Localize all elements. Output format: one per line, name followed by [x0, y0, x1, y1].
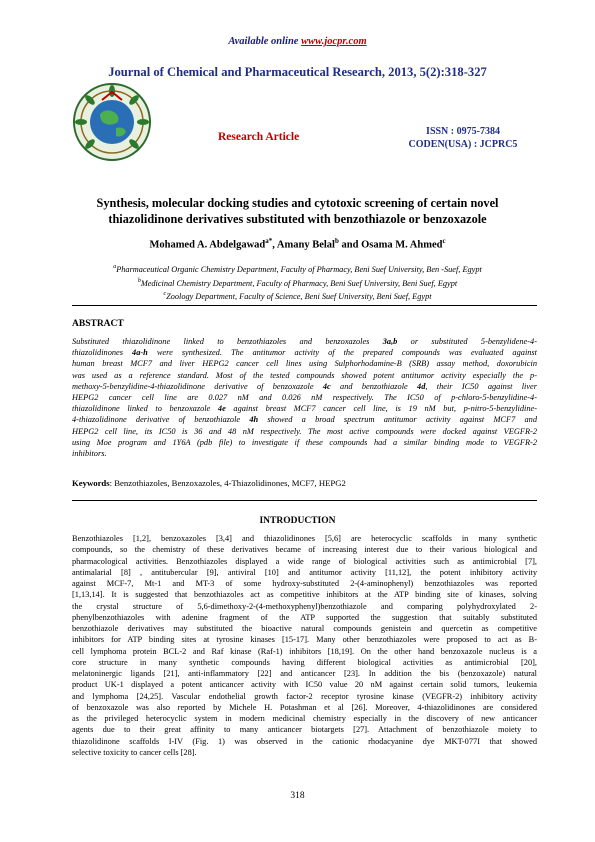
affiliation-line — [0, 262, 595, 276]
abstract-text: showed a broad spectrum antitumor activity against MCF7 and — [258, 415, 537, 425]
affiliation-mark: c — [163, 291, 167, 298]
compound-label: 3a,b — [382, 337, 398, 346]
introduction-line: agents due to their great affinity to many anticancer biotargets [27]. Attachment of benzothiazole moiety to — [72, 725, 537, 735]
abstract-text: inhibitors. — [72, 449, 107, 459]
author-affiliation-mark: c — [442, 237, 446, 245]
abstract-line — [72, 414, 537, 425]
author-name: Osama M. Ahmed — [361, 239, 443, 251]
introduction-line: as the privileged heterocyclic system in modern medicinal chemistry especially in the discovery of new anticancer — [72, 714, 537, 723]
affiliation-text: Zoology Department, Faculty of Science, Beni Suef University, Beni Suef, Egypt — [166, 291, 432, 301]
keywords — [72, 478, 537, 488]
abstract-line — [72, 358, 537, 369]
introduction-line: phenylbenzothiazoles with adenine fragment of the ATP supported the suggestion that suitably substituted — [72, 612, 537, 622]
title-line-2: thiazolidinone derivatives substituted with benzothiazole or benzoxazole — [108, 211, 487, 226]
abstract-text: against breast MCF7 cancer cell line, is 19 nM but, p-nitro-5-benzylidine- — [225, 404, 537, 414]
abstract-line — [72, 381, 537, 392]
introduction-line: product UK-1 displayed a potent anticancer activity with IC50 value 20 nM against certain solid tumors, leukemia — [72, 680, 537, 690]
compound-label: 4c — [322, 381, 331, 391]
abstract-text: 4-thiazolidinone derivative of benzothiazole — [72, 415, 250, 425]
abstract-text: thiazolidinone linked to benzoxazole — [72, 404, 218, 414]
author-affiliation-mark: a* — [265, 237, 273, 245]
keywords-text: : Benzothiazoles, Benzoxazoles, 4-Thiazolidinones, MCF7, HEPG2 — [109, 478, 346, 488]
abstract-text: HEPG2 cell line, its IC50 is 36 and 48 nM respectively. The most active compounds were docked against VEGFR-2 — [72, 426, 537, 436]
author-name: Amany Belal — [276, 239, 335, 251]
introduction-line: benzothiazole derivatives may substituted the bioactive natural compounds genistein and quercetin as competitive — [72, 624, 537, 633]
introduction-line: cell lymphoma protein BCL-2 and Raf kinase (Raf-1) inhibitors [18,19]. On the other hand benzoxazole nucleus is a — [72, 646, 537, 656]
issn: ISSN : 0975-7384 — [426, 126, 500, 137]
introduction-body — [72, 533, 537, 758]
affiliation-mark: a — [113, 264, 117, 270]
abstract-text: and benzothiazole — [330, 381, 418, 391]
abstract-line — [72, 448, 537, 459]
introduction-line: melatoninergic ligands [21], anti-inflammatory [22] and anticancer [23]. In addition the bis (benzoxazole) natural — [72, 669, 537, 678]
author-separator: , — [272, 239, 277, 251]
affiliation-line — [0, 289, 595, 303]
page-number: 318 — [290, 791, 305, 801]
affiliation-mark: b — [137, 277, 141, 284]
abstract-line — [72, 370, 537, 381]
compound-label: 4a-h — [132, 348, 148, 358]
affiliation-text: Medicinal Chemistry Department, Faculty of Pharmacy, Beni Suef University, Beni Suef, Egypt — [140, 278, 458, 288]
introduction-heading: INTRODUCTION — [259, 516, 336, 526]
issn-coden-block — [388, 126, 538, 151]
abstract-text: , their IC50 against liver — [425, 381, 537, 391]
abstract-heading: ABSTRACT — [72, 319, 124, 329]
abstract-line — [72, 336, 537, 347]
affiliation-text: Pharmaceutical Organic Chemistry Department, Faculty of Pharmacy, Beni Suef University, Ben -Suef, Egypt — [116, 264, 482, 274]
introduction-line: inhibitors for ATP binding sites at tyrosine kinases [15-17]. Many other benzothiazoles were proposed to act as B- — [72, 635, 537, 645]
abstract-text: HEPG2 cancer cell line are 0.027 nM and 0.026 nM respectively. The IC50 of p-chloro-5-benzylidine-4- — [72, 393, 537, 403]
compound-label: 4d — [417, 381, 426, 391]
introduction-line: Benzothiazoles [1,2], benzoxazoles [3,4] and thiazolidinones [5,6] are heterocyclic scaffolds in many synthetic — [72, 534, 537, 543]
author-separator: and — [338, 239, 362, 251]
author-name: Mohamed A. Abdelgawad — [149, 239, 266, 251]
abstract-line — [72, 347, 537, 358]
abstract-text: Substituted thiazolidinone linked to benzothiazoles and benzoxazoles — [72, 337, 383, 346]
introduction-line: the crystal structure of 5,6-dimethoxy-2-(4-methoxyphenyl)benzothiazole and comparing polyhydroxylated 2- — [72, 601, 537, 611]
keywords-label: Keywords — [72, 478, 110, 488]
availability-line — [0, 36, 595, 47]
author-list — [0, 237, 595, 251]
affiliations — [0, 262, 595, 303]
journal-website-link[interactable]: www.jocpr.com — [301, 36, 367, 47]
coden: CODEN(USA) : JCPRC5 — [408, 138, 518, 150]
divider — [72, 305, 537, 306]
affiliation-line — [0, 276, 595, 290]
abstract-line — [72, 426, 537, 437]
introduction-line: pharmacological activities. Benzothiazoles displayed a wide range of biological activities such as antimicrobial [7], — [72, 556, 537, 566]
introduction-line: antimalarial [8] , antitubercular [9], antiviral [10] and antitumor activity [11,12], the potent inhibitory activity — [72, 567, 537, 577]
abstract-line — [72, 403, 537, 414]
abstract-text: human breast MCF7 and liver HEPG2 cancer cell lines using Sulphorhodamine-B (SRB) assay method, doxorubicin — [72, 359, 537, 369]
abstract-text: or substituted 5-benzylidene-4- — [397, 337, 537, 346]
article-type: Research Article — [218, 131, 300, 143]
author-affiliation-mark: b — [334, 237, 339, 245]
introduction-line: thiazolidinone scaffolds I-IV (Fig. 1) was observed in the cationic rhodacyanine dye MKT-077I that showed — [72, 736, 537, 746]
introduction-line: against MCF-7, Mt-1 and MT-3 of some hydroxy-substituted 2-(4-aminophenyl) benzothiazoles was reported — [72, 579, 537, 588]
introduction-line: [1,13,14]. It is suggested that benzothiazoles act as competitive inhibitors at the ATP binding site of kinases, solving — [72, 590, 537, 600]
title-line-1: Synthesis, molecular docking studies and cytotoxic screening of certain novel — [96, 196, 499, 210]
introduction-line: core structure in many synthetic compounds having different biological activities as antimicrobial [20], — [72, 657, 537, 667]
abstract-line — [72, 392, 537, 403]
article-title — [60, 196, 535, 227]
abstract-text: methoxy-5-benzylidine-4-thiazolidinone derivative of benzoxazole — [72, 381, 323, 391]
abstract-line — [72, 437, 537, 448]
introduction-line: selective toxicity to cancer cells [28]. — [72, 747, 197, 757]
available-prefix: Available online — [228, 36, 299, 47]
introduction-line: compounds, so the chemistry of these derivatives became of increasing interest due to their various biological and — [72, 545, 537, 555]
journal-citation: Journal of Chemical and Pharmaceutical Research, 2013, 5(2):318-327 — [108, 65, 487, 79]
introduction-line: and lymphoma [24,25]. Vascular endothelial growth factor-2 receptor tyrosine kinase (VEGFR-2) inhibitory activity — [72, 691, 537, 701]
journal-logo-icon — [72, 82, 152, 162]
abstract-text: were synthesized. The antitumor activity of the prepared compounds was evaluated against — [147, 348, 537, 358]
introduction-line: of benzoxazole was also reported by Michele H. Potashman et al [26]. Moreover, 4-thiazolidinones are considered — [72, 702, 537, 712]
abstract-text: thiazolidinones — [72, 348, 133, 358]
abstract-body — [72, 336, 537, 459]
compound-label: 4e — [217, 404, 226, 414]
abstract-text: was used as a reference standard. Most of the tested compounds showed potent antitumor activity especially the p- — [72, 370, 537, 380]
abstract-text: using Moe program and 1Y6A (pdb file) to investigate if these compounds had a similar binding mode to VEGFR-2 — [72, 437, 537, 447]
compound-label: 4h — [249, 415, 259, 425]
divider — [72, 500, 537, 501]
